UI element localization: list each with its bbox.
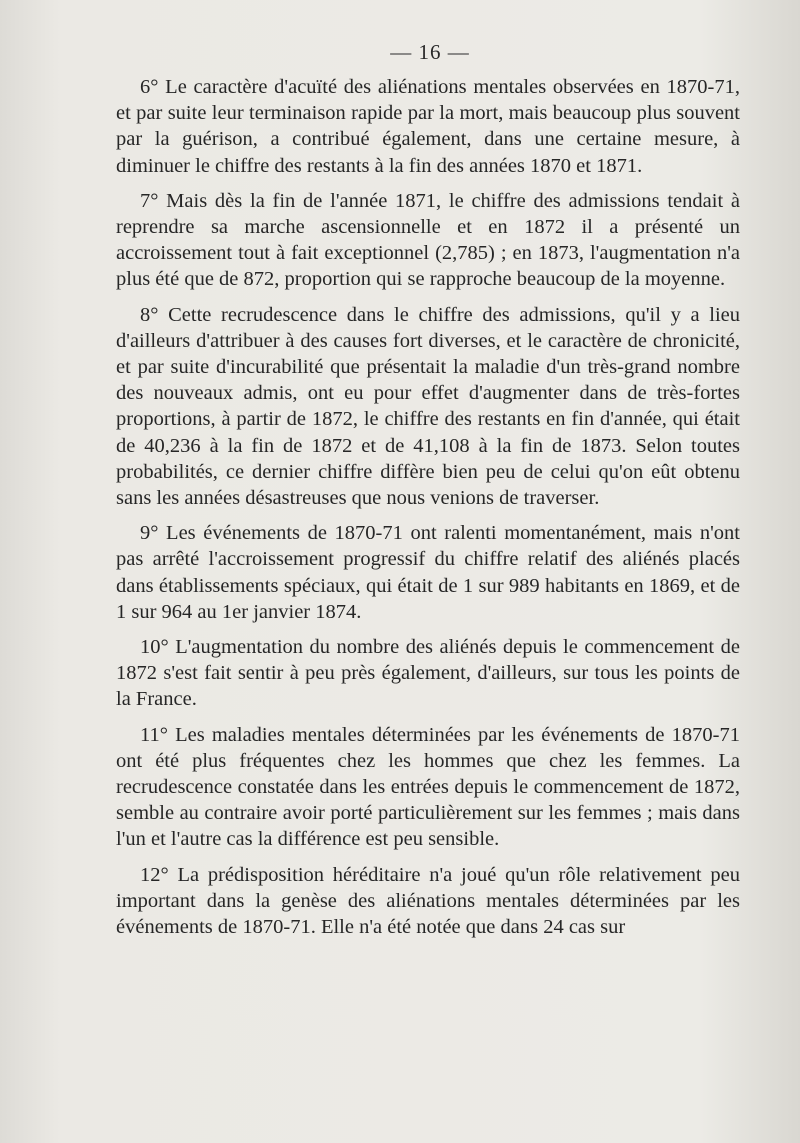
paragraph-8: 8° Cette recrudescence dans le chiffre des admissions, qu'il y a lieu d'ailleurs d'attribuer à des causes fort diverses, et le caractère de chronicité, et par suite d'incurabilité que présentait la maladie d'un très-grand nombre des nouveaux admis, ont eu pour effet d'augmenter dans de très-fortes proportions, à partir de 1872, le chiffre des restants en fin d'année, qui était de 40,236 à la fin de 1872 et de 41,108 à la fin de 1873. Selon toutes probabilités, ce dernier chiffre diffère bien peu de celui qu'on eût obtenu sans les années désastreuses que nous venions de traverser. bbox=[116, 303, 740, 510]
paragraph-6: 6° Le caractère d'acuïté des aliénations mentales observées en 1870-71, et par suite leur terminaison rapide par la mort, mais beaucoup plus souvent par la guérison, a contribué également, dans une certaine mesure, à diminuer le chiffre des restants à la fin des années 1870 et 1871. bbox=[116, 76, 740, 177]
paragraph-11: 11° Les maladies mentales déterminées par les événements de 1870-71 ont été plus fréquentes chez les hommes que chez les femmes. La recrudescence constatée dans les entrées depuis le commencement de 1872, semble au contraire avoir porté particulièrement sur les femmes ; mais dans l'un et l'autre cas la différence est peu sensible. bbox=[116, 723, 740, 851]
paragraph-12: 12° La prédisposition héréditaire n'a joué qu'un rôle relativement peu important dans la genèse des aliénations mentales déterminées par les événements de 1870-71. Elle n'a été notée que dans 24 cas sur bbox=[116, 863, 740, 939]
body-text bbox=[116, 74, 740, 949]
paragraph-10: 10° L'augmentation du nombre des aliénés depuis le commencement de 1872 s'est fait sentir à peu près également, d'ailleurs, sur tous les points de la France. bbox=[116, 636, 740, 711]
paragraph-7: 7° Mais dès la fin de l'année 1871, le chiffre des admissions tendait à reprendre sa marche ascensionnelle et en 1872 il a présenté un accroissement tout à fait exceptionnel (2,785) ; en 1873, l'augmentation n'a plus été que de 872, proportion qui se rapproche beaucoup de la moyenne. bbox=[116, 189, 740, 291]
page-number: — 16 — bbox=[390, 40, 470, 64]
paragraph-9: 9° Les événements de 1870-71 ont ralenti momentanément, mais n'ont pas arrêté l'accroissement progressif du chiffre relatif des aliénés placés dans établissements spéciaux, qui était de 1 sur 989 habitants en 1869, et de 1 sur 964 au 1er janvier 1874. bbox=[116, 522, 740, 623]
